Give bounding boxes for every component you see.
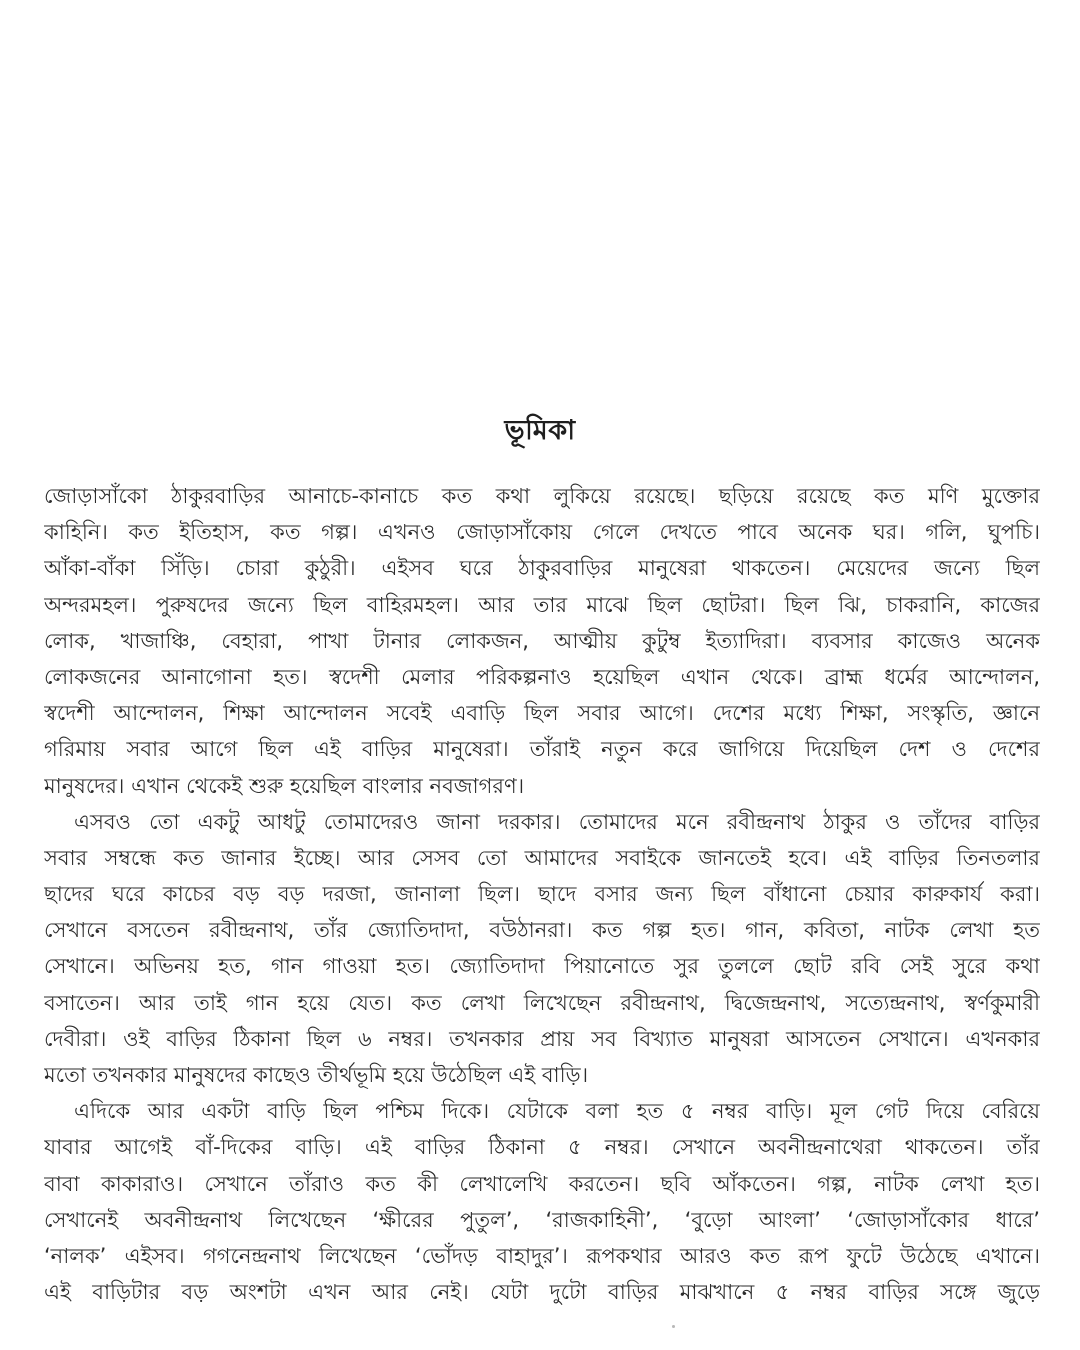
text-line: জোড়াসাঁকো ঠাকুরবাড়ির আনাচে-কানাচে কত কথা লুকিয়ে রয়েছে। ছড়িয়ে রয়েছে কত মণি মুক্তোর <box>44 484 1040 508</box>
text-line: এসবও তো একটু আধটু তোমাদেরও জানা দরকার। তোমাদের মনে রবীন্দ্রনাথ ঠাকুর ও তাঁদের বাড়ির <box>74 809 1040 834</box>
text-line: ‘নালক’ এইসব। গগনেন্দ্রনাথ লিখেছেন ‘ভোঁদড় বাহাদুর’। রূপকথার আরও কত রূপ ফুটে উঠেছে এখানে। <box>44 1243 1040 1268</box>
text-line: মতো তখনকার মানুষদের কাছেও তীর্থভূমি হয়ে উঠেছিল এই বাড়ি। <box>44 1063 589 1087</box>
text-line: স্বদেশী আন্দোলন, শিক্ষা আন্দোলন সবেই এবাড়ি ছিল সবার আগে। দেশের মধ্যে শিক্ষা, সংস্কৃতি, জ্ঞানে <box>44 701 1040 726</box>
text-line: বাবা কাকারাও। সেখানে তাঁরাও কত কী লেখালেখি করতেন। ছবি আঁকতেন। গল্প, নাটক লেখা হত। <box>44 1171 1040 1196</box>
text-line: এদিকে আর একটা বাড়ি ছিল পশ্চিম দিকে। যেটাকে বলা হত ৫ নম্বর বাড়ি। মূল গেট দিয়ে বেরিয়ে <box>74 1099 1040 1124</box>
scan-speck <box>672 1325 675 1328</box>
text-line: গরিমায় সবার আগে ছিল এই বাড়ির মানুষেরা। তাঁরাই নতুন করে জাগিয়ে দিয়েছিল দেশ ও দেশের <box>44 737 1040 762</box>
text-line: বসাতেন। আর তাই গান হয়ে যেত। কত লেখা লিখেছেন রবীন্দ্রনাথ, দ্বিজেন্দ্রনাথ, সত্যেন্দ্রনাথ, স্বর্ণকুমারী <box>44 990 1040 1015</box>
preface-body <box>44 478 1040 1310</box>
text-line: লোকজনের আনাগোনা হত। স্বদেশী মেলার পরিকল্পনাও হয়েছিল এখান থেকে। ব্রাহ্ম ধর্মের আন্দোলন, <box>44 664 1040 689</box>
page-title: ভূমিকা <box>504 415 576 446</box>
text-line: লোক, খাজাঞ্চি, বেহারা, পাখা টানার লোকজন, আত্মীয় কুটুম্ব ইত্যাদিরা। ব্যবসার কাজেও অনেক <box>44 628 1040 653</box>
text-line: এই বাড়িটার বড় অংশটা এখন আর নেই। যেটা দুটো বাড়ির মাঝখানে ৫ নম্বর বাড়ির সঙ্গে জুড়ে <box>44 1280 1040 1305</box>
text-line: দেবীরা। ওই বাড়ির ঠিকানা ছিল ৬ নম্বর। তখনকার প্রায় সব বিখ্যাত মানুষরা আসতেন সেখানে। এখনকার <box>44 1026 1040 1051</box>
text-line: কাহিনি। কত ইতিহাস, কত গল্প। এখনও জোড়াসাঁকোয় গেলে দেখতে পাবে অনেক ঘর। গলি, ঘুপচি। <box>44 520 1040 545</box>
text-line: ছাদের ঘরে কাচের বড় বড় দরজা, জানালা ছিল। ছাদে বসার জন্য ছিল বাঁধানো চেয়ার কারুকার্য করা। <box>44 882 1040 907</box>
text-line: অন্দরমহল। পুরুষদের জন্যে ছিল বাহিরমহল। আর তার মাঝে ছিল ছোটরা। ছিল ঝি, চাকরানি, কাজের <box>44 592 1040 617</box>
text-line: সেখানেই অবনীন্দ্রনাথ লিখেছেন ‘ক্ষীরের পুতুল’, ‘রাজকাহিনী’, ‘বুড়ো আংলা’ ‘জোড়াসাঁকোর ধারে’ <box>44 1207 1040 1232</box>
text-line: যাবার আগেই বাঁ-দিকের বাড়ি। এই বাড়ির ঠিকানা ৫ নম্বর। সেখানে অবনীন্দ্রনাথেরা থাকতেন। তাঁর <box>44 1135 1040 1160</box>
text-line: আঁকা-বাঁকা সিঁড়ি। চোরা কুঠুরী। এইসব ঘরে ঠাকুরবাড়ির মানুষেরা থাকতেন। মেয়েদের জন্যে ছিল <box>44 556 1040 581</box>
text-line: মানুষদের। এখান থেকেই শুরু হয়েছিল বাংলার নবজাগরণ। <box>44 773 525 798</box>
text-line: সেখানে। অভিনয় হত, গান গাওয়া হত। জ্যোতিদাদা পিয়ানোতে সুর তুললে ছোট রবি সেই সুরে কথা <box>44 954 1040 979</box>
text-line: সেখানে বসতেন রবীন্দ্রনাথ, তাঁর জ্যোতিদাদা, বউঠানরা। কত গল্প হত। গান, কবিতা, নাটক লেখা হত <box>44 918 1040 943</box>
text-line: সবার সম্বন্ধে কত জানার ইচ্ছে। আর সেসব তো আমাদের সবাইকে জানতেই হবে। এই বাড়ির তিনতলার <box>44 845 1040 870</box>
